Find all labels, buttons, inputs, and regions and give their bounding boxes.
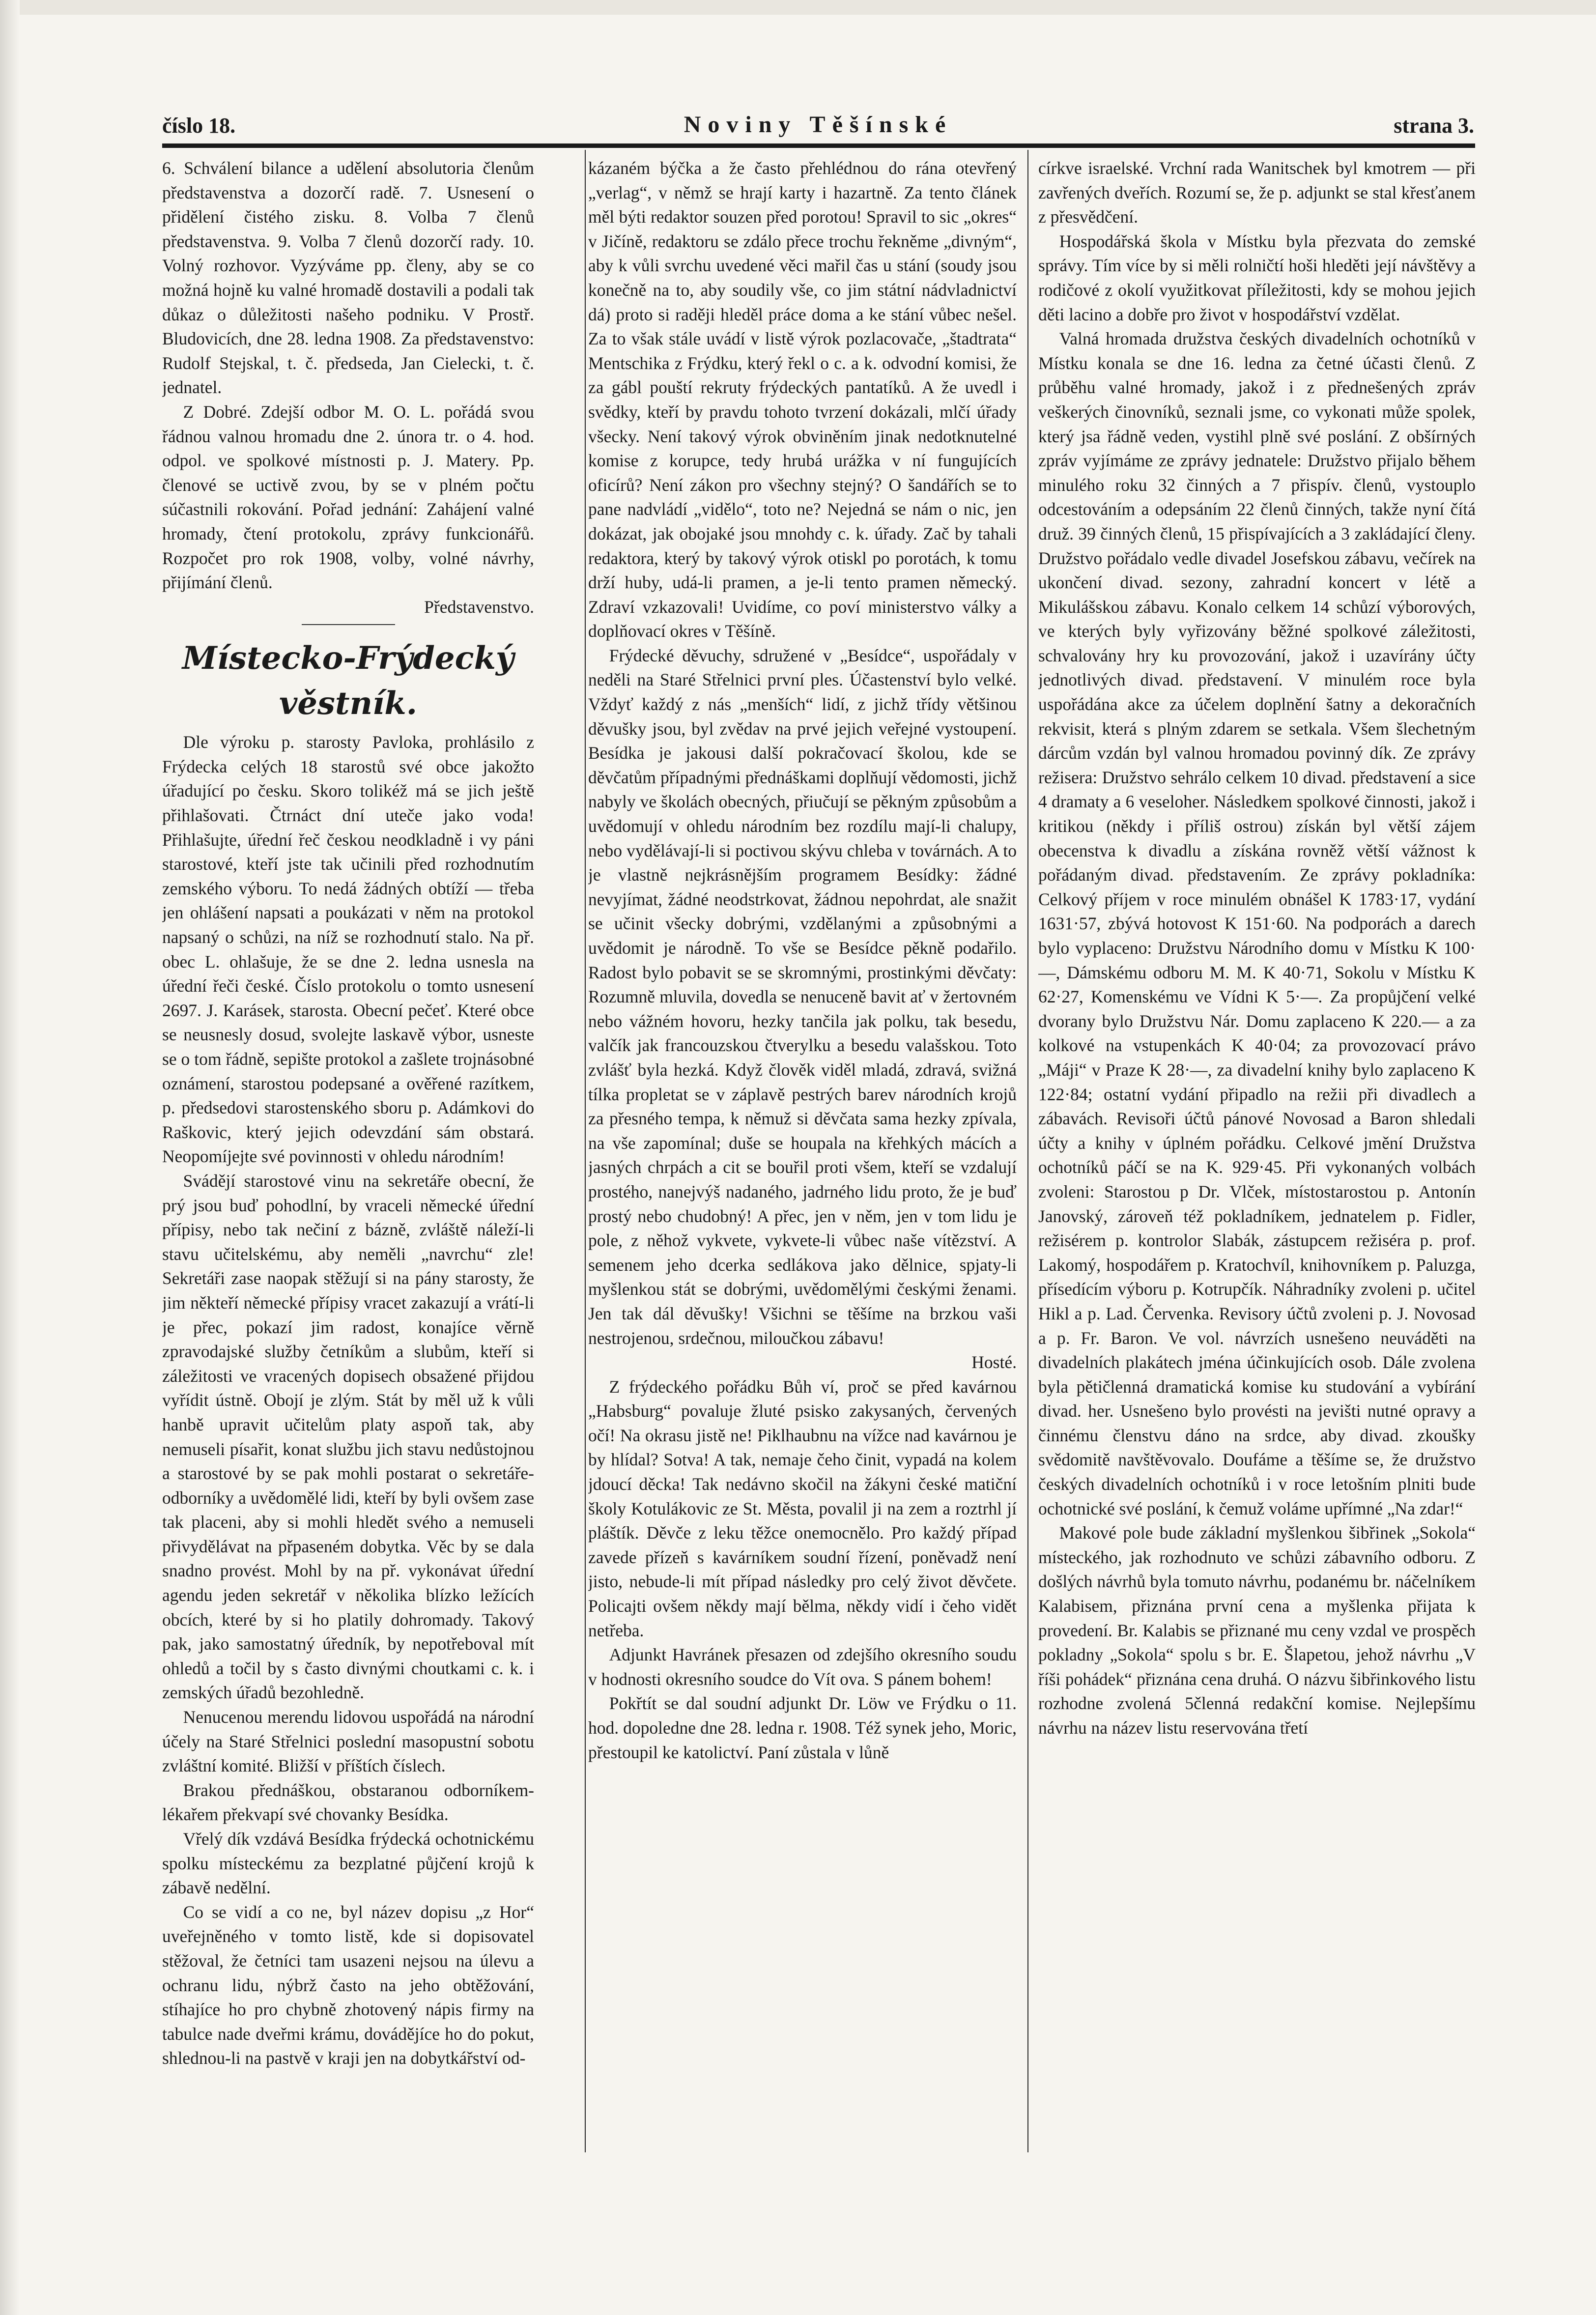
signature: Představenstvo.	[424, 597, 534, 617]
issue-number: číslo 18.	[162, 114, 236, 138]
article-paragraph: Nenucenou merendu lidovou uspořádá na národní účely na Staré Střelnici poslední masopustní sobotu zvláštní komité. Bližší v příštích číslech.	[162, 1707, 534, 1776]
column-3	[1038, 156, 1476, 2146]
section-divider	[302, 624, 395, 625]
newspaper-title: Noviny Těšínské	[684, 112, 953, 138]
article-paragraph: Makové pole bude základní myšlenkou šibřinek „Sokola“ místeckého, jak rozhodnuto ve schůzi zábavního odboru. Z došlých návrhů byla tomuto návrhu, podanému br. náčelníkem Kalabisem, přiznána první cena a myšlenka přijata k provedení. Br. Kalabis se přiznané mu ceny vzdal ve prospěch pokladny „Sokola“ spolu s br. E. Šlapetou, jehož návrhu „V říši pohádek“ přiznána cena druhá. O názvu šibřinkového listu rozhodne zvolená 5členná redakční komise. Nejlepšímu návrhu na název listu reservována třetí	[1038, 1523, 1476, 1738]
column-2	[588, 156, 1017, 2146]
article-paragraph: Vřelý dík vzdává Besídka frýdecká ochotnickému spolku místeckému za bezplatné půjčení krojů k zábavě nedělní.	[162, 1829, 534, 1898]
column-divider-2	[1027, 150, 1028, 2152]
article-paragraph: Frýdecké děvuchy, sdružené v „Besídce“, uspořádaly v neděli na Staré Střelnici první ples. Účastenství bylo velké. Vždyť každý z nás „menších“ lidí, z jichž třídy většinou děvušky jsou, byl zvědav na prvé jejich veřejné vystoupení. Besídka je jakousi další pokračovací školou, kde se děvčatům případnými přednáškami doplňují vědomosti, jichž nabyly ve školách obecných, přiučují se pěkným způsobům a uvědomují v ohledu národním bez rozdílu mají-li chalupy, nebo vydělávají-li si poctivou skývu chleba v továrnách. A to je vlastně nejkrásnějším programem Besídky: žádné nevyjímat, žádné neodstrkovat, žádnou nepohrdat, ale snažit se učinit všecky dobrými, vzdělanými a způsobnými a uvědomit je národně. To vše se Besídce pěkně podařilo. Radost bylo pobavit se se skromnými, prostinkými děvčaty: Rozumně mluvila, dovedla se nenuceně bavit ať v žertovném nebo vážném hovoru, hezky tančila jak polku, tak besedu, valčík jak francouzskou čtverylku a besedu valašskou. Toto zvlášť byla hezká. Když člověk viděl mladá, zdravá, svižná tílka propletat se v záplavě pestrých barev národních krojů za přesného tempa, k němuž si děvčata sama hezky zpívala, na vše zapomínal; duše se houpala na křehkých mácích a jasných chrpách a cit se bouřil proti všem, kteří se vzdalují prostého, nanejvýš nadaného, jadrného lidu proto, že je buď prostý nebo chudobný! A přec, jen v něm, jen v tom lidu je pole, z něhož vykvete, vykvete-li vůbec naše vítězství. A semenem jeho dcerka sedlákova jako dělnice, spjaty-li myšlenkou stát se dobrými, uvědomělými českými ženami. Jen tak dál děvušky! Všichni se těšíme na brzkou vaši nestrojenou, srdečnou, miloučkou zábavu!	[588, 645, 1017, 1348]
column-1	[162, 156, 534, 2146]
article-paragraph: Brakou přednáškou, obstaranou odborníkem-lékařem překvapí své chovanky Besídka.	[162, 1780, 534, 1825]
article-paragraph: Svádějí starostové vinu na sekretáře obecní, že prý jsou buď pohodlní, by vraceli německé úřední přípisy, nebo tak nečiní z bázně, zvláště náleží-li stavu učitelskému, aby neměli „navrchu“ zle! Sekretáři zase naopak stěžují si na pány starosty, že jim někteří německé přípisy vracet zakazují a vrátí-li je přec, pokazí jim radost, konajíce věrně zpravodajské služby četníkům a slubům, kteří si záležitosti ve vracených dopisech obsažené přijdou vyřídit ústně. Obojí je zlým. Stát by měl už k vůli hanbě upravit učitelům platy aspoň tak, aby nemuseli písařit, konat službu jich stavu nedůstojnou a starostové by se pak mohli postarat o sekretáře-odborníky a uvědomělé lidi, kteří by byli ovšem zase tak placeni, aby si mohli hledět svého a nemuseli přivydělávat na přpaseném dobytka. Věc by se dala snadno provést. Mohl by na př. vykonávat úřední agendu jeden sekretář v několika blízko ležících obcích, které by si ho platily dohromady. Takový pak, jako samostatný úředník, by nepotřeboval mít ohledů a točil by s často divnými choutkami c. k. i zemských úřadů bezohledně.	[162, 1171, 534, 1703]
article-paragraph: Z frýdeckého pořádku Bůh ví, proč se před kavárnou „Habsburg“ povaluje žluté psisko zakysaných, červených očí! Na okrasu jistě ne! Piklhaubnu na vížce nad kavárnou je by hlídal? Sotva! A tak, nemaje čeho činit, vypadá na kolem jdoucí děcka! Tak nedávno skočil na žákyni české matiční školy Kotulákovic ze St. Města, povalil ji na zem a roztrhl jí pláštík. Děvče z leku těžce onemocnělo. Pro každý případ zavede přízeň s kavárníkem soudní řízení, poněvadž není jisto, nebude-li mít případ následky pro celý život děvčete. Policajti ovšem někdy mají bělma, někdy vidí i čeho vidět netřeba.	[588, 1376, 1017, 1640]
page-number: strana 3.	[1394, 114, 1474, 138]
article-paragraph: Z Dobré. Zdejší odbor M. O. L. pořádá svou řádnou valnou hromadu dne 2. února tr. o 4. hod. odpol. ve spolkové místnosti p. J. Matery. Pp. členové se uctivě zvou, by se v plném počtu súčastnili rokování. Pořad jednání: Zahájení valné hromady, čtení protokolu, zprávy funkcionářů. Rozpočet pro rok 1908, volby, volné návrhy, přijímání členů.	[162, 401, 534, 593]
article-paragraph: Valná hromada družstva českých divadelních ochotníků v Místku konala se dne 16. ledna za četné účasti členů. Z průběhu valné hromady, jakož i z přednešených zpráv veškerých činovníků, seznali jsme, co vykonati může spolek, který jsa řádně veden, vystihl plně své poslání. Z obšírných zpráv vyjímáme ze zprávy jednatele: Družstvo přijalo během minulého roku 32 činných a 7 přispív. členů, vystouplo odcestováním a odepsáním 22 členů činných, takže nyní čítá druž. 39 činných členů, 15 přispívajících a 3 zakládající členy. Družstvo pořádalo vedle divadel Josefskou zábavu, večírek na ukončení divad. sezony, zahradní koncert v létě a Mikulášskou zábavu. Konalo celkem 14 schůzí výborových, ve kterých byly vyřizovány běžné spolkové záležitosti, schvalovány hry ku provozování, jakož i uzavírány účty jednotlivých divad. představení. V minulém roce byla uspořádána akce za účelem doplnění šatny a dekoračních rekvisit, která s plným zdarem se setkala. Všem šlechetným dárcům vzdán byl valnou hromadou povinný dík. Ze zprávy režisera: Družstvo sehrálo celkem 10 divad. představení a sice 4 dramaty a 6 veseloher. Následkem spolkové činnosti, jakož i kritikou (někdy i příliš ostrou) získán byl větší zájem obecenstva k divadlu a získána rovněž větší vážnost k pořádaným divad. představením. Ze zprávy pokladníka: Celkový příjem v roce minulém obnášel K 1783·17, vydání 1631·57, zbývá hotovost K 151·60. Na podporách a darech bylo vyplaceno: Družstvu Národního domu v Místku K 100·—, Dámskému odboru M. M. K 40·71, Sokolu v Místku K 62·27, Komenskému ve Vídni K 5·—. Za propůjčení velké dvorany bylo Družstvu Nár. Domu zaplaceno K 220.— a za kolkové na vstupenkách K 40·04; za provozovací právo „Máji“ v Praze K 28·—, za divadelní knihy bylo zaplaceno K 122·84; ostatní vydání připadlo na režii při divadlech a zábavách. Revisoři účtů pánové Novosad a Baron shledali účty a knihy v úplném pořádku. Celkové jmění Družstva ochotníků páčí se na K. 929·45. Při vykonaných volbách zvoleni: Starostou p Dr. Vlček, místostarostou p. Antonín Janovský, zároveň též pokladníkem, jednatelem p. Fidler, režisérem p. kontrolor Slabák, zástupcem režiséra p. prof. Lakomý, hospodářem p. Kratochvíl, knihovníkem p. Paluzga, přísedícím výboru p. Kotrupčík. Náhradníky zvoleni p. učitel Hikl a p. Lad. Červenka. Revisory účtů zvoleni p. J. Novosad a p. Fr. Baron. Ve vol. návrzích usnešeno neuváděti na divadelních plakátech jména účinkujících osob. Dále zvolena byla pětičlenná dramatická komise ku studování a vybírání divad. her. Usnešeno bylo provésti na jevišti nutné opravy a činnému členstvu dáno na srdce, aby divad. zkoušky svědomitě navštěvovalo. Doufáme a těšíme se, že družstvo českých divadelních ochotníků i v roce letošním plniti bude ochotnické své poslání, k čemuž voláme upřímné „Na zdar!“	[1038, 329, 1476, 1518]
scan-top-edge	[0, 0, 1596, 15]
article-paragraph: Co se vidí a co ne, byl název dopisu „z Hor“ uveřejněného v tomto listě, kde si dopisovatel stěžoval, že četníci tam usazeni nejsou na úlevu a ochranu lidu, nýbrž často na jeho obtěžování, stíhajíce ho pro chybně zhotovený nápis firmy na tabulce nade dveřmi krámu, dovádějíce ho do pokut, shlednou-li na pastvě v kraji jen na dobytkářství od-	[162, 1902, 534, 2068]
signature: Hosté.	[971, 1352, 1017, 1372]
section-title: Místecko-Frýdecký věstník.	[182, 640, 514, 722]
article-paragraph: Pokřtít se dal soudní adjunkt Dr. Löw ve Frýdku o 11. hod. dopoledne dne 28. ledna r. 1908. Též synek jeho, Moric, přestoupil ke katolictví. Paní zůstala v lůně	[588, 1693, 1017, 1762]
column-divider-1	[585, 150, 586, 2152]
article-paragraph: kázaném býčka a že často přehlédnou do rána otevřený „verlag“, v němž se hrají karty i hazartně. Za tento článek měl býti redaktor souzen před porotou! Spravil to sic „okres“ v Jičíně, redaktoru se zdálo přece trochu řekněme „divným“, aby k vůli svrchu uvedené věci mařil čas u stání (soudy jsou konečně na to, aby soudily vše, co jim státní nádvladnictví dá) proto si raději hleděl práce doma a ke stání vůbec nešel. Za to však stále uvádí v listě výrok pozlacovače, „štadtrata“ Mentschika z Frýdku, který řekl o c. a k. odvodní komisi, že za gábl pouští rekruty frýdeckých pantatíků. A že uvedl i svědky, kteří by pravdu tohoto tvrzení dokázali, mlčí úřady všecky. Není takový výrok obviněním jinak nedotknutelné komise z korupce, tedy hrubá urážka v ní fungujících oficírů? Není zákon pro všechny stejný? O šandářích se to pane nadvládí „vidělo“, toto ne? Nejedná se nám o nic, jen dokázat, jak obojaké jsou mnohdy c. k. úřady. Zač by tahali redaktora, který by takový výrok otiskl po porotách, k tomu drží huby, udá-li pramen, a je-li tento pramen německý. Zdraví vzkazovali! Uvidíme, co poví ministerstvo války a doplňovací okres v Těšíně.	[588, 158, 1017, 641]
article-paragraph: církve israelské. Vrchní rada Wanitschek byl kmotrem — při zavřených dveřích. Rozumí se, že p. adjunkt se stal křesťanem z přesvědčení.	[1038, 158, 1476, 227]
article-paragraph: Adjunkt Havránek přesazen od zdejšího okresního soudu v hodnosti okresního soudce do Vít ova. S pánem bohem!	[588, 1645, 1017, 1689]
header-rule	[162, 143, 1475, 148]
scan-left-edge	[0, 0, 20, 2315]
page-header	[162, 109, 1474, 139]
article-paragraph: Hospodářská škola v Místku byla přezvata do zemské správy. Tím více by si měli rolničtí hoši hleděti její návštěvy a rodičové z okolí využitkovat příležitosti, kdy se mohou jejich děti lacino a dobře pro život v hospodářství vzdělat.	[1038, 231, 1476, 324]
article-paragraph: 6. Schválení bilance a udělení absolutoria členům představenstva a dozorčí radě. 7. Usnesení o přidělení čistého zisku. 8. Volba 7 členů představenstva. 9. Volba 7 členů dozorčí rady. 10. Volný rozhovor. Vyzýváme pp. členy, aby se co možná hojně ku valné hromadě dostavili a podali tak důkaz o důležitosti našeho podniku. V Prostř. Bludovicích, dne 28. ledna 1908. Za představenstvo: Rudolf Stejskal, t. č. předseda, Jan Cielecki, t. č. jednatel.	[162, 158, 534, 398]
article-paragraph: Dle výroku p. starosty Pavloka, prohlásilo z Frýdecka celých 18 starostů své obce jakožto úřadující po česku. Skoro tolikéž má se jich ještě přihlašovati. Čtrnáct dní uteče jako voda! Přihlašujte, úřední řeč českou neodkladně i vy páni starostové, kteří jste tak učinili před rozhodnutím zemského výboru. To nedá žádných obtíží — třeba jen ohlášení napsati a poukázati v něm na protokol napsaný o schůzi, na níž se rozhodnutí stalo. Na př. obec L. ohlašuje, že se dne 2. ledna usnesla na úřední řeči české. Číslo protokolu o tomto usnesení 2697. J. Karásek, starosta. Obecní pečeť. Které obce se neusnesly dosud, svolejte laskavě výbor, usneste se o tom řádně, sepište protokol a zašlete trojnásobné oznámení, starostou podepsané a ověřené razítkem, p. předsedovi starostenského sboru p. Adámkovi do Raškovic, který jejich odevzdání sám obstará. Neopomíjejte své povinnosti v ohledu národním!	[162, 732, 534, 1167]
